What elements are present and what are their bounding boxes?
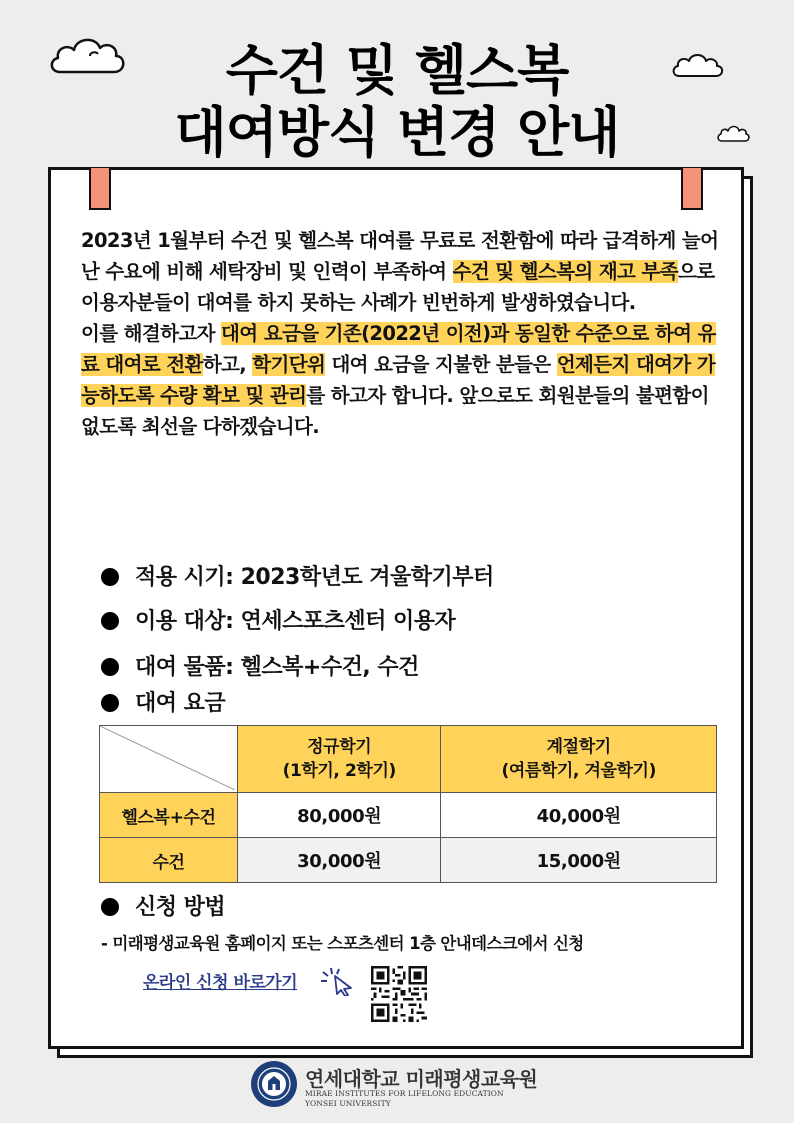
column-header-regular: 정규학기 (1학기, 2학기) — [238, 726, 441, 793]
fee-table — [99, 725, 717, 883]
bullet-icon — [101, 612, 119, 630]
table-corner — [100, 726, 238, 793]
cloud-icon — [670, 50, 726, 80]
university-seal-logo — [250, 1060, 298, 1108]
bullet-icon — [101, 658, 119, 676]
paper-tab — [681, 168, 703, 210]
apply-heading: 신청 방법 — [101, 890, 225, 921]
table-header-row — [100, 726, 717, 793]
cloud-icon — [46, 32, 128, 80]
intro-paragraph-1: 2023년 1월부터 수건 및 헬스복 대여를 무료로 전환함에 따라 급격하게 늘어난 수요에 비해 세탁장비 및 인력이 부족하여 수건 및 헬스복의 재고 부족으로 이용자분들이 대여를 하지 못하는 사례가 빈번하게 발생하였습니다. — [81, 229, 719, 314]
price-seasonal: 15,000원 — [441, 838, 717, 883]
institution-name: 연세대학교 미래평생교육원 — [305, 1067, 538, 1091]
highlight: 대여 요금을 기존(2022년 이전)과 동일한 수준으로 하여 유료 대여로 전환 — [81, 322, 716, 376]
list-item: 이용 대상: 연세스포츠센터 이용자 — [101, 604, 455, 635]
price-seasonal: 40,000원 — [441, 793, 717, 838]
row-label: 수건 — [100, 838, 238, 883]
cloud-icon — [716, 124, 750, 144]
row-label: 헬스복+수건 — [100, 793, 238, 838]
highlight: 학기단위 — [252, 353, 326, 376]
title-line-1: 수건 및 헬스복 — [225, 39, 569, 102]
qr-code[interactable] — [371, 966, 427, 1022]
table-row — [100, 838, 717, 883]
price-regular: 30,000원 — [238, 838, 441, 883]
table-row — [100, 793, 717, 838]
intro-paragraph-2: 이를 해결하고자 대여 요금을 기존(2022년 이전)과 동일한 수준으로 하여 유료 대여로 전환하고, 학기단위 대여 요금을 지불한 분들은 언제든지 대여가 가능하도록 수량 확보 및 관리를 하고자 합니다. 앞으로도 회원분들의 불편함이 없도록 최선을 다하겠습니다. — [81, 322, 716, 438]
price-regular: 80,000원 — [238, 793, 441, 838]
list-item: 대여 요금 — [101, 686, 225, 717]
online-apply-link[interactable]: 온라인 신청 바로가기 — [143, 973, 298, 993]
paper-tab — [89, 168, 111, 210]
diagonal-line — [100, 726, 235, 790]
list-item: 적용 시기: 2023학년도 겨울학기부터 — [101, 560, 494, 591]
intro-text — [81, 225, 721, 442]
title-line-2: 대여방식 변경 안내 — [174, 101, 620, 164]
column-header-seasonal: 계절학기 (여름학기, 겨울학기) — [441, 726, 717, 793]
cursor-click-icon[interactable] — [319, 966, 355, 996]
institution-english-name: MIRAE INSTITUTES FOR LIFELONG EDUCATION YONSEI UNIVERSITY — [305, 1089, 504, 1108]
apply-description: - 미래평생교육원 홈페이지 또는 스포츠센터 1층 안내데스크에서 신청 — [101, 934, 584, 953]
bullet-icon — [101, 898, 119, 916]
highlight: 언제든지 대여가 가능하도록 수량 확보 및 관리 — [81, 353, 716, 407]
list-item: 대여 물품: 헬스복+수건, 수건 — [101, 650, 419, 681]
bullet-icon — [101, 694, 119, 712]
highlight: 수건 및 헬스복의 재고 부족 — [452, 260, 678, 283]
bullet-icon — [101, 568, 119, 586]
notice-card — [48, 167, 744, 1049]
